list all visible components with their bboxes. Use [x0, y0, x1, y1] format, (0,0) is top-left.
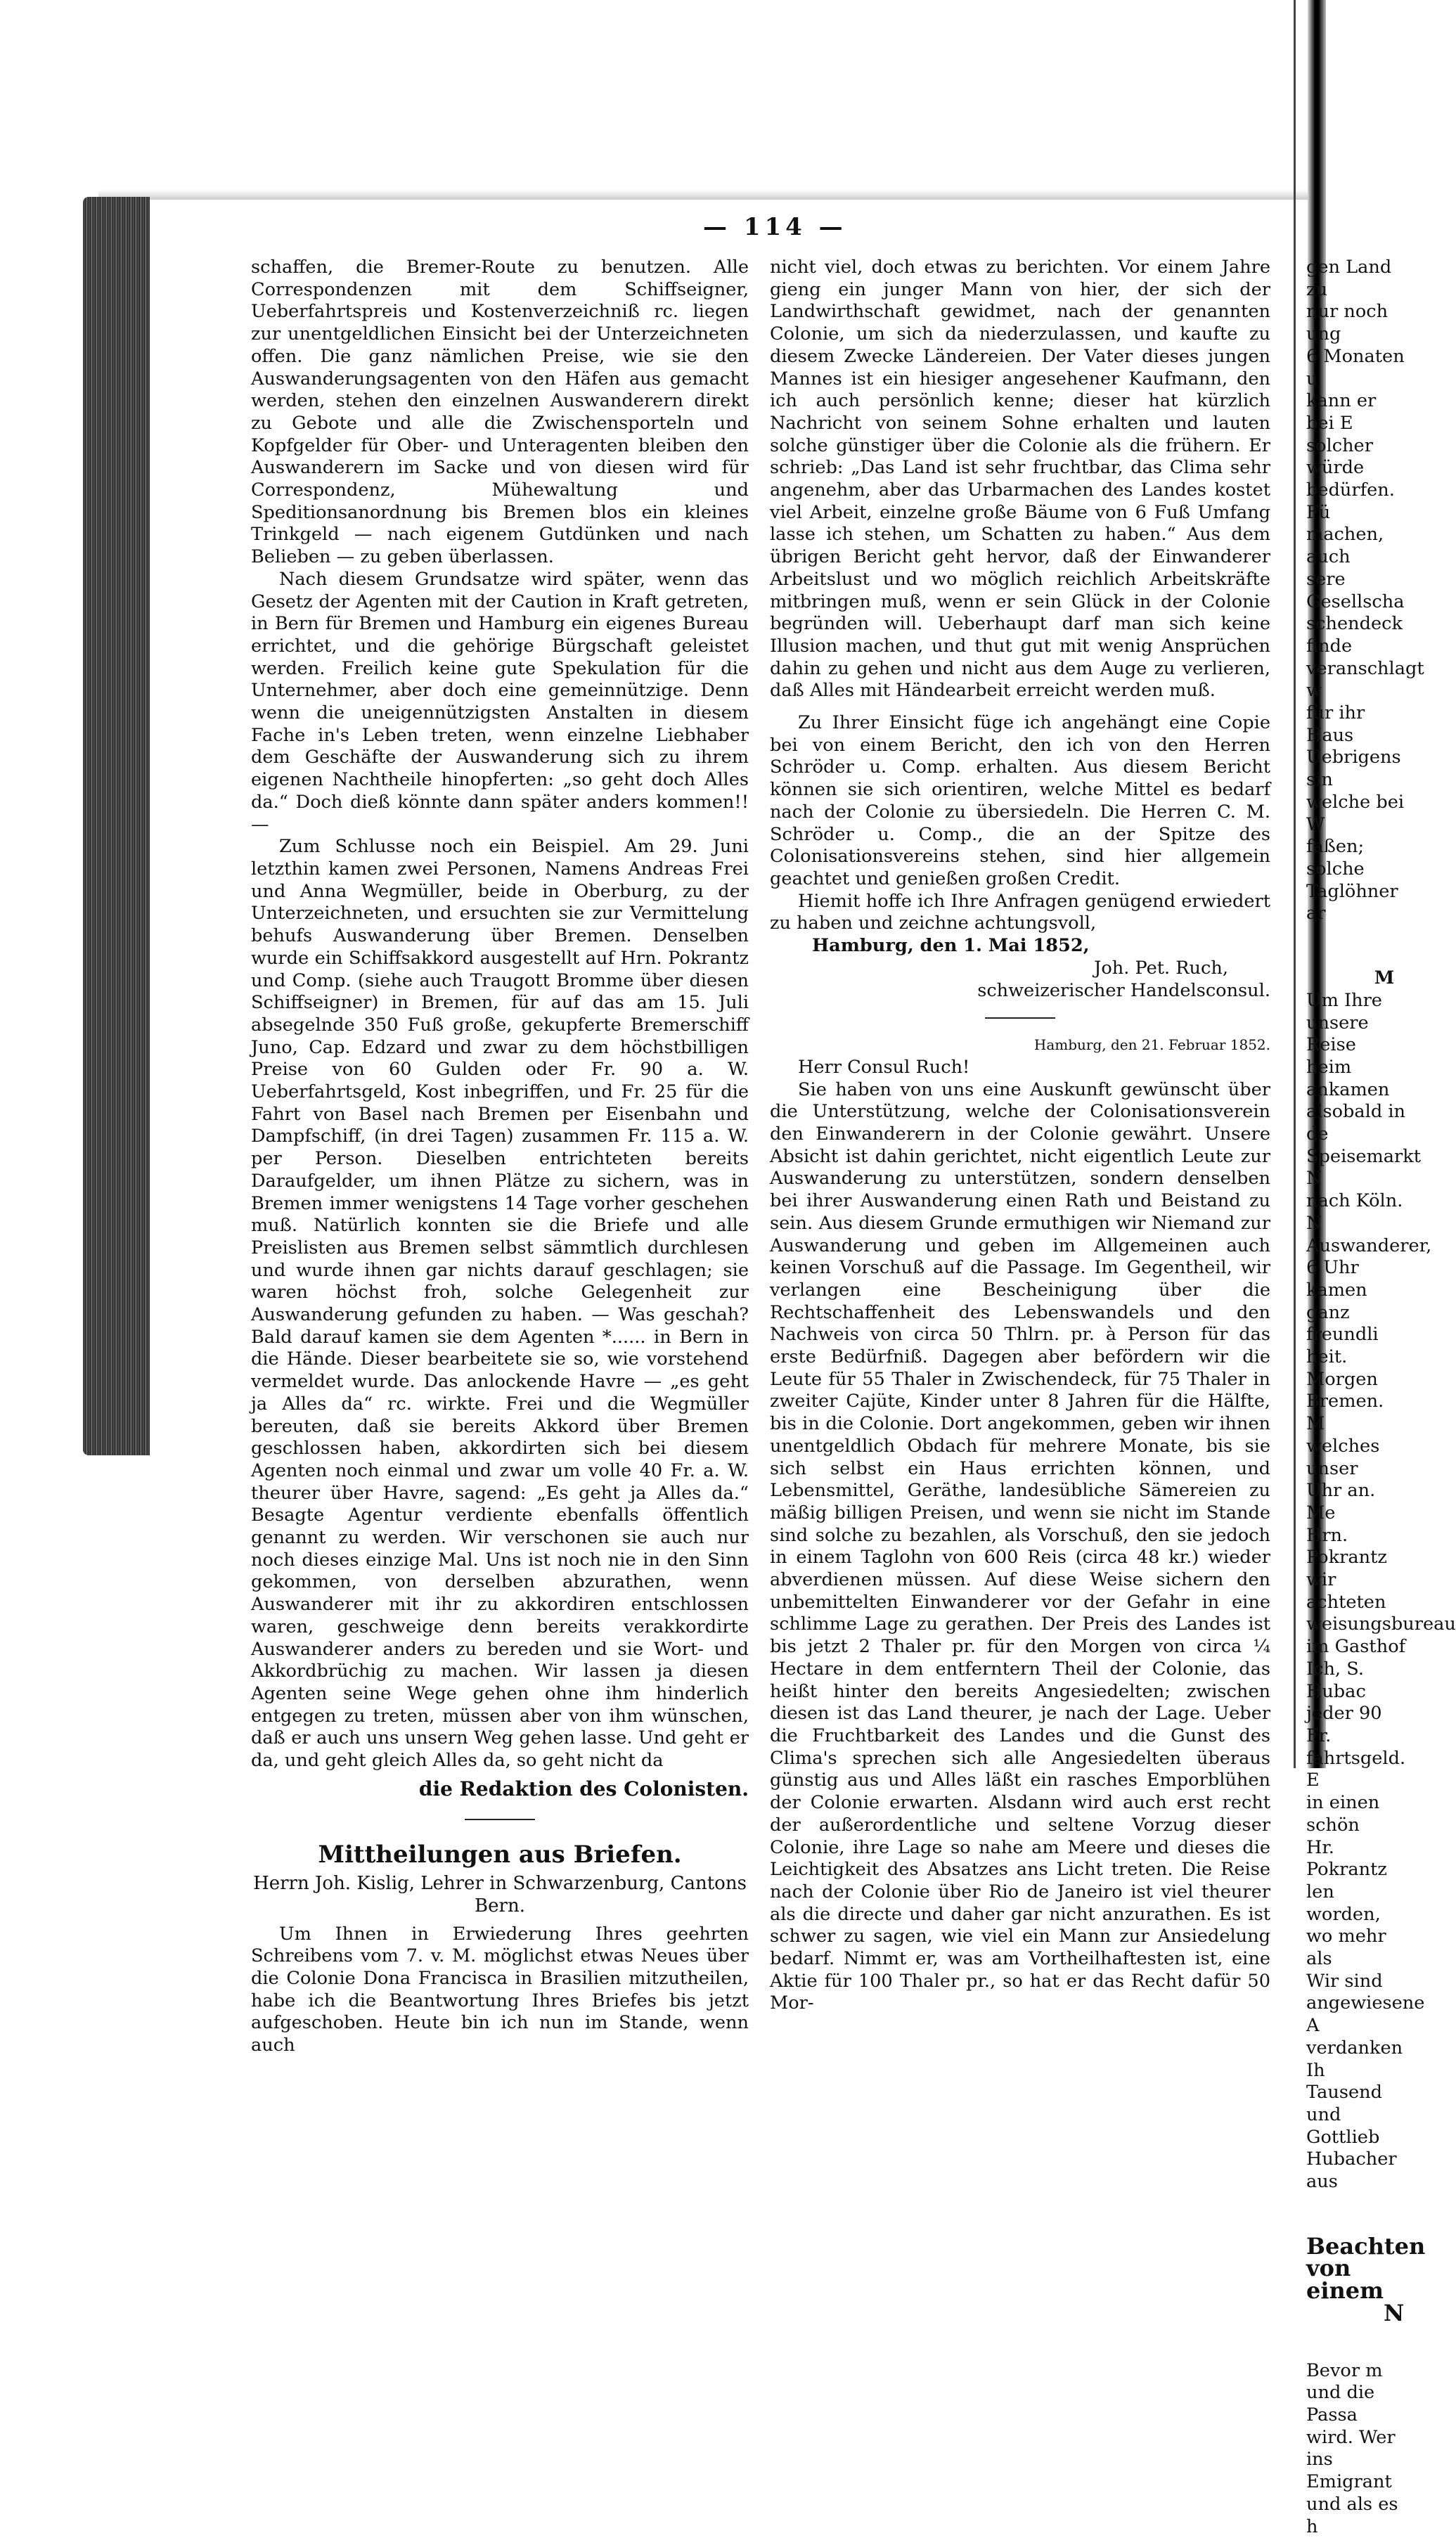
- text-line: gen Land zu: [1306, 257, 1392, 300]
- column-left: [251, 257, 749, 2057]
- text-line: jeder 90 Fr.: [1306, 1703, 1382, 1746]
- text-line: 6 Uhr kamen: [1306, 1257, 1367, 1301]
- text-line: Tausend: [1306, 2082, 1382, 2104]
- text-line: welches unser: [1306, 1435, 1380, 1479]
- sender-name: Joh. Pet. Ruch,: [1094, 957, 1228, 979]
- paragraph: Zum Schlusse noch ein Beispiel. Am 29. Juni letzthin kamen zwei Personen, Namens Andreas Frei und Anna Wegmüller, beide in Oberburg, zu der Unterzeichneten, und ersuchten sie zur Vermittelung behufs Auswanderung über Bremen. Denselben wurde ein Schiffsakkord ausgestellt auf Hrn. Pokrantz und Comp. (siehe auch Traugott Bromme über diesen Schiffseigner) in Bremen, für auf das am 15. Juli absegelnde 350 Fuß große, gekupferte Bremerschiff Juno, Cap. Edzard und zwar zu dem höchstbilligen Preise von 60 Gulden oder Fr. 90 a. W. Ueberfahrtsgeld, Kost inbegriffen, und Fr. 25 für die Fahrt von Basel nach Bremen per Eisenbahn und Dampfschiff, (in drei Tagen) zusammen Fr. 115 a. W. per Person. Dieselben entrichteten bereits Daraufgelder, um ihnen Plätze zu sichern, was in Bremen immer wenigstens 14 Tage vorher geschehen muß. Natürlich konnten sie die Briefe und alle Preislisten aus Bremen selbst sämmtlich durchlesen und wurde ihnen gar nichts darauf geschlagen; sie waren höchst froh, solche Gelegenheit zur Auswanderung gefunden zu haben. — Was geschah? Bald darauf kamen sie dem Agenten *...... in Bern in die Hände. Dieser bearbeitete sie so, wie vorstehend vermeldet wurde. Das anlockende Havre — „es geht ja Alles da“ rc. wirkte. Frei und die Wegmüller bereuten, daß sie bereits Akkord über Bremen geschlossen haben, akkordirten sich bei diesem Agenten noch einmal und zwar um volle 40 Fr. a. W. theurer über Havre, sagend: „Es geht ja Alles da.“ Besagte Agentur verdiente ebenfalls öffentlich genannt zu werden. Wir verschonen sie auch nur noch dieses einzige Mal. Uns ist noch nie in den Sinn gekommen, von derselben abzurathen, wenn Auswanderer mit ihr zu akkordiren entschlossen waren, geschweige denn bereits verakkordirte Auswanderer anders zu bereden und sie Wort- und Akkordbrüchig zu machen. Wir lassen ja diesen Agenten seine Wege gehen ohne ihm hinderlich entgegen zu treten, müssen aber von ihm wünschen, daß er auch uns unsern Weg gehen lasse. Und geht er da, und geht gleich Alles da, so geht nicht da: [251, 836, 749, 1772]
- column-middle: [770, 257, 1270, 2015]
- paragraph: Zu Ihrer Einsicht füge ich angehängt eine Copie bei von einem Bericht, den ich von den Herren Schröder u. Comp. erhalten. Aus diesem Bericht können sie sich orientiren, welche Mittel es bedarf nach der Colonie zu übersiedeln. Die Herren C. M. Schröder u. Comp., die an der Spitze des Colonisationsvereins stehen, sind hier allgemein geachtet und genießen großen Credit.: [770, 712, 1270, 889]
- sender-title: schweizerischer Handelsconsul.: [977, 979, 1270, 1001]
- text-line: und Gottlieb: [1306, 2104, 1380, 2148]
- text-line: Uebrigens sin: [1306, 747, 1401, 791]
- text-line: nur noch ung: [1306, 301, 1389, 345]
- place-date: Hamburg, den 1. Mai 1852,: [812, 935, 1090, 957]
- text-line: wir achteten: [1306, 1569, 1386, 1613]
- text-line: Wir sind: [1306, 1970, 1383, 1992]
- section-heading-fragment: von einem: [1306, 2255, 1384, 2305]
- text-line: Hubacher aus: [1306, 2149, 1397, 2193]
- text-line: für ihr Haus: [1306, 702, 1365, 746]
- text-line: veranschlagt w: [1306, 657, 1424, 702]
- text-line: fahrtsgeld. E: [1306, 1747, 1406, 1791]
- salutation: Herr Consul Ruch!: [798, 1056, 970, 1078]
- text-line: machen, auch: [1306, 524, 1384, 568]
- text-line: verdanken Ih: [1306, 2037, 1403, 2081]
- section-heading: Mittheilungen aus Briefen.: [318, 1840, 682, 1869]
- text-line: bedürfen. Fü: [1306, 479, 1395, 523]
- paragraph: Hiemit hoffe ich Ihre Anfragen genügend erwiedert zu haben und zeichne achtungsvoll,: [770, 890, 1270, 934]
- text-line: weisungsbureau: [1306, 1613, 1456, 1635]
- editorial-signature: die Redaktion des Colonisten.: [418, 1777, 749, 1801]
- text-line: im Gasthof: [1306, 1636, 1406, 1658]
- text-line: in einen schön: [1306, 1792, 1380, 1836]
- gutter-line: [1294, 0, 1296, 1768]
- text-line: Bremen. M: [1306, 1391, 1384, 1435]
- heading-fragment: M: [1374, 967, 1395, 989]
- paragraph: Um Ihnen in Erwiederung Ihres geehrten Schreibens vom 7. v. M. möglichst etwas Neues über die Colonie Dona Francisca in Brasilien mitzutheilen, habe ich die Beantwortung Ihres Briefes bis jetzt aufgeschoben. Heute bin ich nun im Stande, wenn auch: [251, 1923, 749, 2056]
- text-line: faßen; solche: [1306, 836, 1365, 880]
- text-line: Taglöhner ar: [1306, 880, 1398, 925]
- divider: [465, 1819, 535, 1820]
- text-line: Um Ihre: [1306, 989, 1382, 1011]
- text-line: unsere Reise: [1306, 1012, 1369, 1056]
- text-line: Speisemarkt N: [1306, 1145, 1422, 1190]
- text-line: Bevor m: [1306, 2359, 1383, 2381]
- text-line: kann er bei E: [1306, 390, 1377, 434]
- paragraph: nicht viel, doch etwas zu berichten. Vor einem Jahre gieng ein junger Mann von hier, der sich der Landwirthschaft gewidmet, nach der genannten Colonie, um sich da niederzulassen, und kaufte zu diesem Zwecke Ländereien. Der Vater dieses jungen Mannes ist ein hiesiger angesehener Kaufmann, den ich auch persönlich kenne; dieser hat kürzlich Nachricht von seinem Sohne erhalten und lauten solche günstiger über die Colonie als die frühern. Er schrieb: „Das Land ist sehr fruchtbar, das Clima sehr angenehm, aber das Urbarmachen des Landes kostet viel Arbeit, einzelne große Bäume von 6 Fuß Umfang lasse ich stehen, um Schatten zu haben.“ Aus dem übrigen Bericht geht hervor, daß der Einwanderer Arbeitslust und wo möglich reichlich Arbeitskräfte mitbringen muß, wenn er sein Glück in der Colonie begründen will. Ueberhaupt darf man sich keine Illusion machen, und thut gut mit wenig Ansprüchen dahin zu gehen und nicht aus dem Auge zu verlieren, daß Alles mit Händearbeit erreicht werden muß.: [770, 257, 1270, 702]
- text-line: Ich, S. Hubac: [1306, 1658, 1366, 1702]
- text-line: len worden,: [1306, 1881, 1381, 1925]
- text-line: wird. Wer: [1306, 2426, 1396, 2448]
- column-right-partial: [1306, 257, 1456, 2538]
- text-line: sere Gesellscha: [1306, 568, 1405, 612]
- text-line: angewiesene A: [1306, 1992, 1425, 2037]
- text-line: Hrn. Pokrantz: [1306, 1524, 1387, 1568]
- paragraph: Nach diesem Grundsatze wird später, wenn das Gesetz der Agenten mit der Caution in Kraft getreten, in Bern für Bremen und Hamburg ein eigenes Bureau errichtet, und die gehörige Bürgschaft geleistet werden. Freilich keine gute Spekulation für die Unternehmer, aber doch eine gemeinnützige. Denn wenn die uneigennützigsten Anstalten in diesem Fache in's Leben treten, wenn einzelne Liebhaber dem Geschäfte der Auswanderung sich zu ihrem eigenen Nachtheile hinopferten: „so geht doch Alles da.“ Doch dieß könnte dann später anders kommen!! —: [251, 568, 749, 835]
- text-line: solcher würde: [1306, 434, 1373, 479]
- text-line: Auswanderer,: [1306, 1235, 1432, 1256]
- text-line: welche bei W: [1306, 791, 1405, 835]
- text-line: nach Köln. N: [1306, 1190, 1403, 1234]
- text-line: Hr. Pokrantz: [1306, 1836, 1387, 1881]
- text-line: heim ankamen: [1306, 1056, 1390, 1100]
- paragraph: Sie haben von uns eine Auskunft gewünscht über die Unterstützung, welche der Colonisationsverein den Einwanderern in der Colonie gewährt. Unsere Absicht ist dahin gerichtet, nicht eigentlich Leute zur Auswanderung zu unterstützen, sondern denselben bei ihrer Auswanderung einen Rath und Beistand zu sein. Aus diesem Grunde ermuthigen wir Niemand zur Auswanderung und geben im Allgemeinen auch keinen Vorschuß auf die Passage. Im Gegentheil, wir verlangen eine Bescheinigung über die Rechtschaffenheit des Lebenswandels und den Nachweis von circa 50 Thlrn. pr. à Person für das erste Bedürfniß. Dagegen aber befördern wir die Leute für 55 Thaler in Zwischendeck, für 75 Thaler in zweiter Cajüte, Kinder unter 8 Jahren für die Hälfte, bis in die Colonie. Dort angekommen, geben wir ihnen unentgeldlich Obdach für mehrere Monate, bis sie sich selbst ein Haus errichten können, und Lebensmittel, Geräthe, landesübliche Sämereien zu mäßig billigen Preisen, und wenn sie nicht im Stande sind solche zu bezahlen, als Vorschuß, den sie jedoch in einem Taglohn von 600 Reis (circa 48 kr.) wieder abverdienen müssen. Auf diese Weise sichern den unbemittelten Einwanderer vor der Gefahr in eine schlimme Lage zu gerathen. Der Preis des Landes ist bis jetzt 2 Thaler pr. für den Morgen von circa ¼ Hectare in dem entferntern Theil der Colonie, das heißt hinter den bereits Angesiedelten; zwischen diesen ist das Land theurer, je nach der Lage. Ueber die Fruchtbarkeit des Landes und die Gunst des Clima's sprechen sich alle Angesiedelten überaus günstig aus und Alles läßt ein rasches Emporblühen der Colonie erwarten. Alsdann wird auch erst recht der außerordentliche und seltene Vorzug dieser Colonie, ihre Lage so nahe am Meere und dieses die Leichtigkeit des Absatzes ans Licht treten. Die Reise nach der Colonie über Rio de Janeiro ist viel theurer als die directe und daher gar nicht anzurathen. Es ist schwer zu sagen, wie viel ein Mann zur Ansiedelung bedarf. Nimmt er, was am Vortheilhaftesten ist, eine Aktie für 100 Thaler pr., so hat er das Recht dafür 50 Mor-: [770, 1078, 1270, 2014]
- page-number: — 114 —: [703, 213, 847, 241]
- divider: [985, 1017, 1055, 1019]
- text-line: schendeck finde: [1306, 613, 1403, 657]
- text-line: und die Passa: [1306, 2382, 1375, 2426]
- text-line: alsobald in de: [1306, 1101, 1406, 1145]
- text-line: 6 Monaten u: [1306, 345, 1405, 389]
- text-line: ganz freundli: [1306, 1301, 1379, 1346]
- text-line: und als es h: [1306, 2493, 1398, 2537]
- text-line: heit. Morgen: [1306, 1346, 1378, 1390]
- text-line: wo mehr als: [1306, 1926, 1386, 1970]
- letter-address: Herrn Joh. Kislig, Lehrer in Schwarzenburg, Cantons Bern.: [253, 1873, 747, 1917]
- section-heading-fragment: Beachten: [1306, 2232, 1426, 2260]
- paragraph: schaffen, die Bremer-Route zu benutzen. Alle Correspondenzen mit dem Schiffseigner, Ueberfahrtspreis und Kostenverzeichniß rc. liegen zur unentgeldlichen Einsicht bei der Unterzeichneten offen. Die ganz nämlichen Preise, wie sie den Auswanderungsagenten von den Häfen aus gemacht werden, stehen den einzelnen Auswanderern direkt zu Gebote und alle die Zwischensporteln und Kopfgelder für Ober- und Unteragenten bleiben den Auswanderern im Sacke und von diesen wird für Correspondenz, Mühewaltung und Speditionsanordnung bis Bremen blos ein kleines Trinkgeld — nach eigenem Gutdünken und nach Belieben — zu geben überlassen.: [251, 257, 749, 568]
- text-line: Uhr an. Me: [1306, 1480, 1376, 1524]
- section-heading-fragment: N: [1384, 2299, 1405, 2326]
- page-edge: [98, 190, 1308, 200]
- book-binding: [83, 197, 150, 1455]
- letter-date: Hamburg, den 21. Februar 1852.: [1033, 1036, 1270, 1054]
- text-line: ins Emigrant: [1306, 2449, 1392, 2493]
